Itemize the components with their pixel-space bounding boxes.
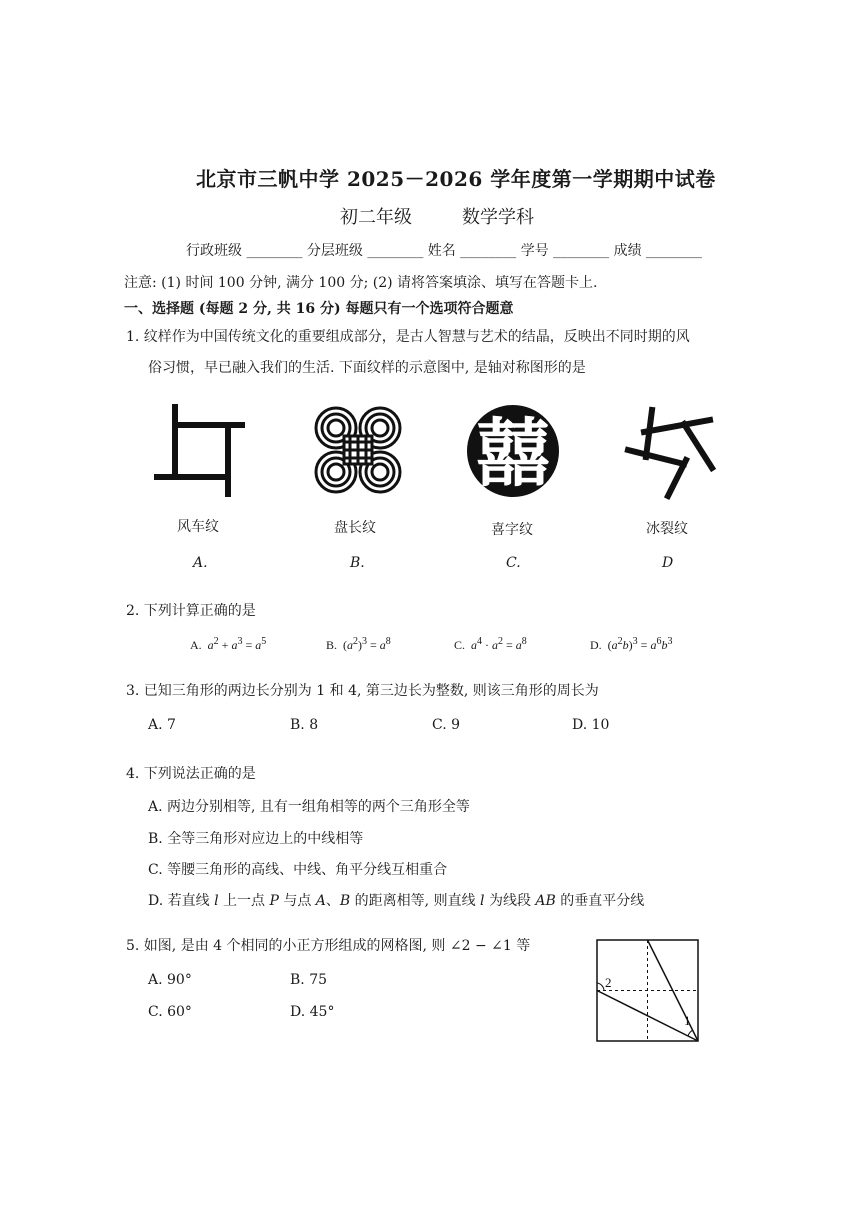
student-info-line: 行政班级 ________ 分层班级 ________ 姓名 ________ 学号 ________ 成绩 ________ [186, 243, 703, 259]
exam-title: 北京市三帆中学 2025－2026 学年度第一学期期中试卷 [196, 167, 716, 191]
q1-stem-line2: 俗习惯，早已融入我们的生活. 下面纹样的示意图中, 是轴对称图形的是 [148, 360, 586, 376]
q4-option-b: B. 全等三角形对应边上的中线相等 [148, 831, 364, 847]
option-letter-d: D [662, 555, 674, 571]
caption-d: 冰裂纹 [646, 521, 688, 537]
q3-option-a: A. 7 [148, 717, 176, 733]
q3-option-c: C. 9 [432, 717, 461, 733]
q5-stem: 5. 如图, 是由 4 个相同的小正方形组成的网格图, 则 ∠2 − ∠1 等 [126, 938, 531, 954]
q3-stem: 3. 已知三角形的两边长分别为 1 和 4, 第三边长为整数, 则该三角形的周长为 [126, 683, 599, 699]
diagonal-from-left [597, 991, 698, 1042]
q4-stem: 4. 下列说法正确的是 [126, 766, 256, 782]
angle-2-label: 2 [605, 975, 612, 990]
q5-option-a: A. 90° [148, 972, 192, 988]
option-letter-b: B. [350, 555, 365, 571]
section-title: 一、选择题 (每题 2 分, 共 16 分) 每题只有一个选项符合题意 [124, 301, 514, 317]
exam-note: 注意: (1) 时间 100 分钟, 满分 100 分; (2) 请将答案填涂、填写在答题卡上. [124, 275, 598, 291]
double-happiness-icon [465, 403, 561, 499]
subject-label: 数学学科 [462, 207, 534, 228]
q2-option-c: C. $a^4 \cdot a^2 = a^8$ [454, 636, 527, 652]
q2-stem: 2. 下列计算正确的是 [126, 603, 256, 619]
q5-option-c: C. 60° [148, 1004, 192, 1020]
panchang-knot-icon [310, 402, 406, 498]
ice-crack-pattern-icon [622, 402, 722, 502]
q3-option-d: D. 10 [572, 717, 610, 733]
option-letter-c: C. [506, 555, 521, 571]
q5-option-b: B. 75 [290, 972, 328, 988]
q4-option-c: C. 等腰三角形的高线、中线、角平分线互相重合 [148, 862, 448, 878]
caption-c: 喜字纹 [491, 522, 533, 538]
angle-1-label: 1 [684, 1013, 691, 1028]
angle-1-arc [688, 1030, 693, 1036]
option-letter-a: A. [193, 555, 208, 571]
q2-option-d: D. $(a^2b)^3 = a^6b^3$ [590, 636, 673, 652]
double-happiness-char: 囍 [476, 411, 550, 497]
caption-b: 盘长纹 [334, 520, 376, 536]
angle-2-arc [597, 983, 604, 991]
caption-a: 风车纹 [177, 519, 219, 535]
pinwheel-pattern-icon [150, 402, 250, 502]
q4-option-d: D. 若直线 l 上一点 P 与点 A、B 的距离相等, 则直线 l 为线段 AB 的垂直平分线 [148, 893, 645, 909]
q5-option-d: D. 45° [290, 1004, 335, 1020]
q1-stem-line1: 1. 纹样作为中国传统文化的重要组成部分，是古人智慧与艺术的结晶，反映出不同时期的风 [126, 329, 690, 345]
q2-option-a: A. $a^2 + a^3 = a^5$ [190, 636, 267, 652]
grid-angle-figure [596, 939, 700, 1043]
q4-option-a: A. 两边分别相等, 且有一组角相等的两个三角形全等 [148, 799, 470, 815]
q2-option-b: B. $(a^2)^3 = a^8$ [326, 636, 391, 652]
grade-label: 初二年级 [340, 207, 412, 228]
q3-option-b: B. 8 [290, 717, 319, 733]
